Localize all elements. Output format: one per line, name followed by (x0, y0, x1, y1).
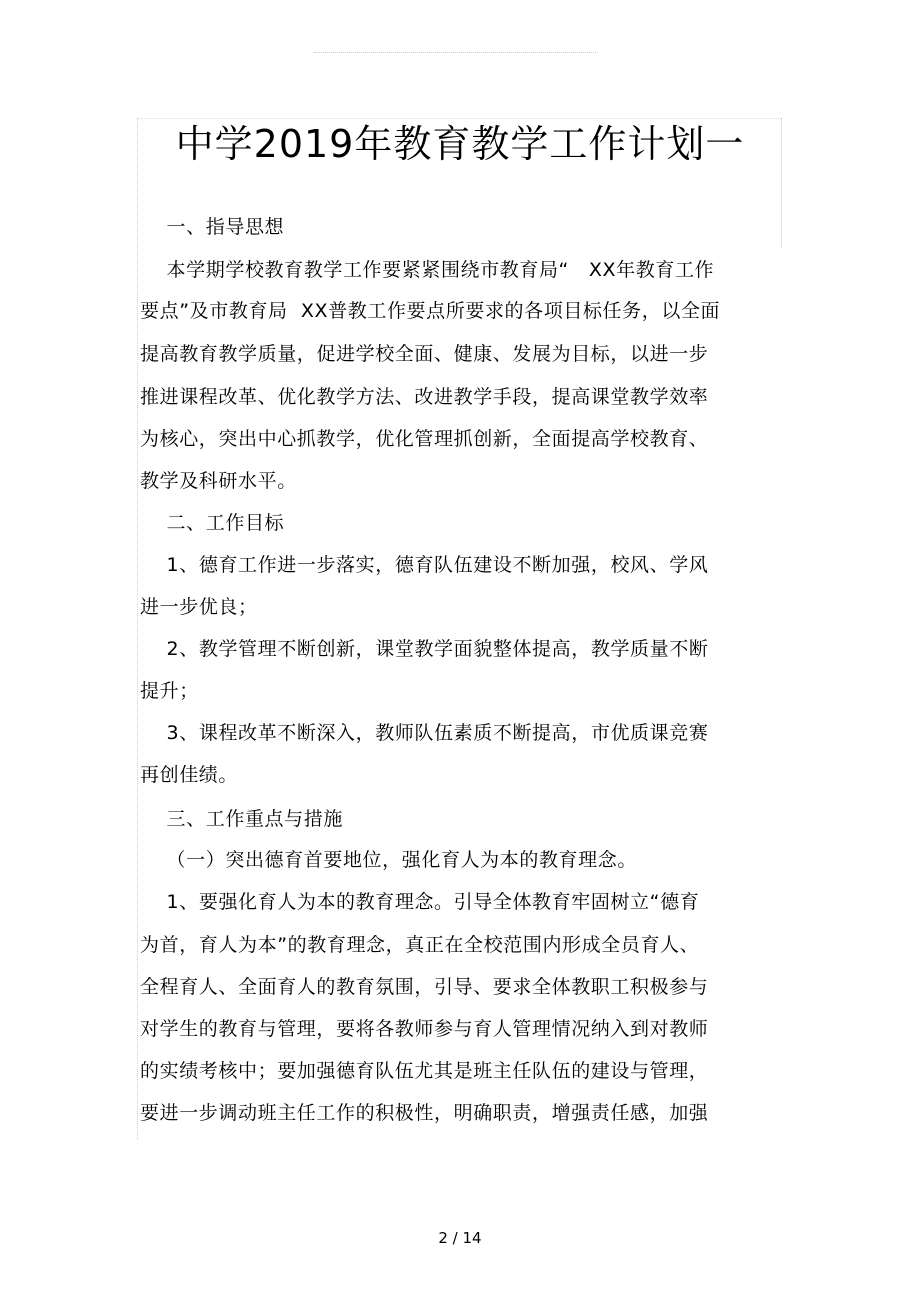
body-line: 全程育人、全面育人的教育氛围，引导、要求全体教职工积极参与 (140, 976, 709, 998)
subsection-heading: （一）突出德育首要地位，强化育人为本的教育理念。 (140, 849, 637, 871)
body-line: 1、德育工作进一步落实，德育队伍建设不断加强，校风、学风 (140, 554, 709, 576)
body-line: 1、要强化育人为本的教育理念。引导全体教育牢固树立“德育 (140, 891, 700, 913)
header-rule (314, 52, 598, 53)
body-line: 要点”及市教育局 XX普教工作要点所要求的各项目标任务，以全面 (140, 300, 721, 322)
section-heading-guiding-thought: 一、指导思想 (140, 216, 285, 238)
body-line: 2、教学管理不断创新，课堂教学面貌整体提高，教学质量不断 (140, 638, 709, 660)
section-heading-work-goals: 二、工作目标 (140, 512, 285, 534)
frame-left-edge (137, 118, 138, 1140)
body-line: 为首，育人为本”的教育理念，真正在全校范围内形成全员育人、 (140, 934, 700, 956)
body-line: 提高教育教学质量，促进学校全面、健康、发展为目标，以进一步 (140, 343, 709, 365)
body-line: 推进课程改革、优化教学方法、改进教学手段，提高课堂教学效率 (140, 386, 709, 408)
body-line: 进一步优良； (140, 596, 258, 618)
body-line: 教学及科研水平。 (140, 470, 297, 492)
body-line: 本学期学校教育教学工作要紧紧围绕市教育局“ XX年教育工作 (140, 259, 715, 281)
body-line: 要进一步调动班主任工作的积极性，明确职责，增强责任感，加强 (140, 1102, 709, 1124)
body-line: 为核心，突出中心抓教学，优化管理抓创新，全面提高学校教育、 (140, 428, 709, 450)
body-line: 的实绩考核中；要加强德育队伍尤其是班主任队伍的建设与管理， (140, 1060, 709, 1082)
body-line: 对学生的教育与管理，要将各教师参与育人管理情况纳入到对教师 (140, 1018, 709, 1040)
body-line: 3、课程改革不断深入，教师队伍素质不断提高，市优质课竞赛 (140, 722, 709, 744)
body-line: 提升； (140, 680, 199, 702)
page-number: 2 / 14 (438, 1229, 482, 1247)
section-heading-key-measures: 三、工作重点与措施 (140, 808, 343, 830)
document-title: 中学2019年教育教学工作计划一 (175, 122, 745, 166)
body-line: 再创佳绩。 (140, 764, 239, 786)
